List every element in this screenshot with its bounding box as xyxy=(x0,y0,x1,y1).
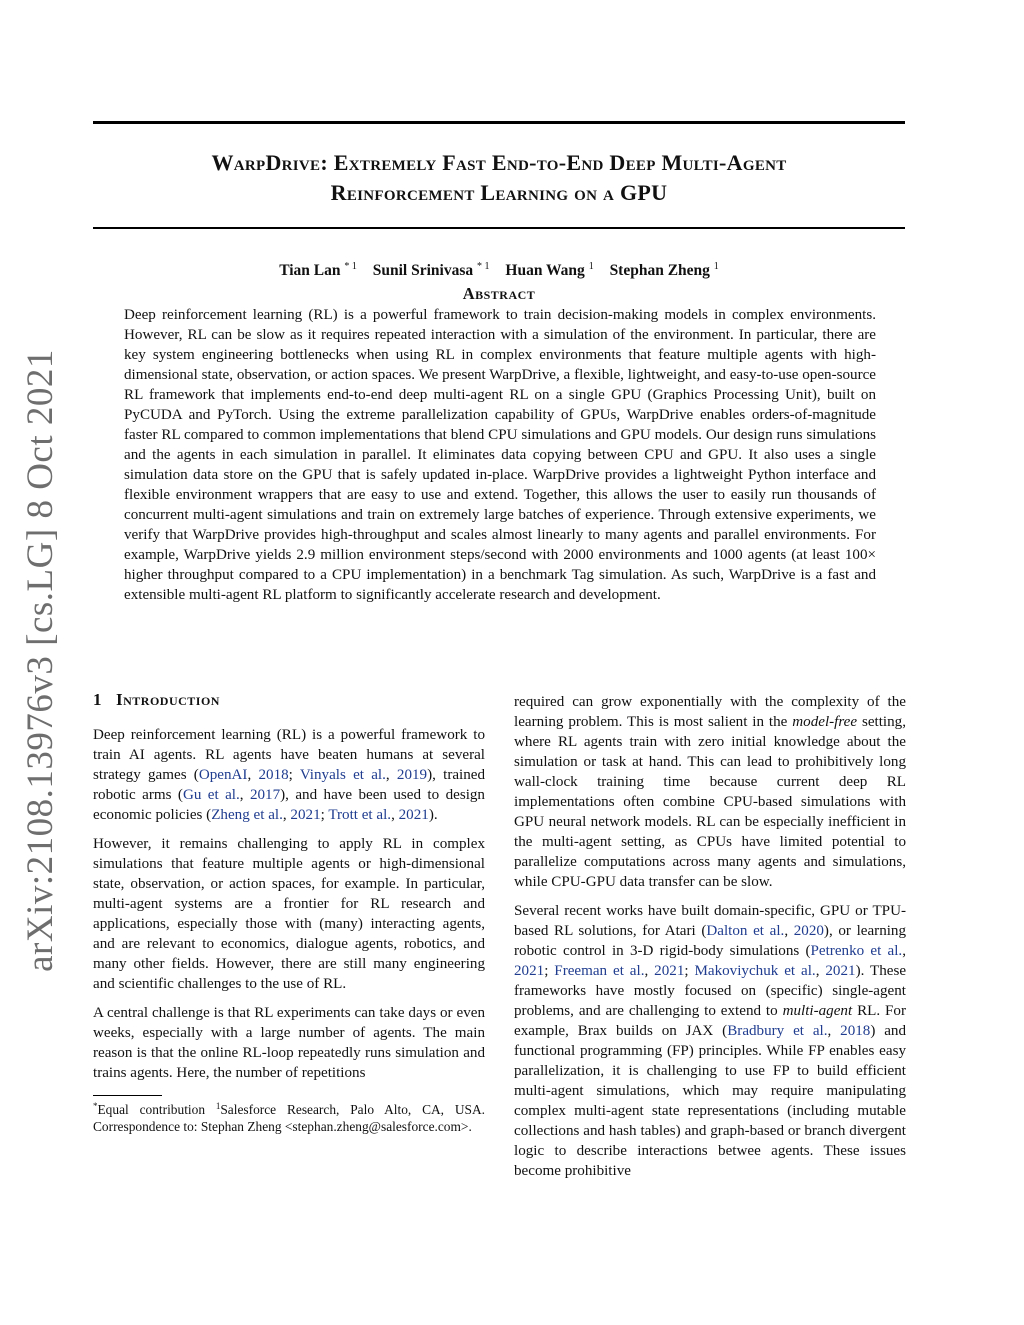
section-title: Introduction xyxy=(116,690,220,709)
paper-title xyxy=(93,148,905,208)
abstract-heading: Abstract xyxy=(462,284,536,303)
author: Stephan Zheng $^1$ xyxy=(609,261,719,279)
section-number: 1 xyxy=(93,690,102,709)
citation-link[interactable]: 2021 xyxy=(825,963,856,979)
citation-link[interactable]: Dalton et al. xyxy=(706,923,785,939)
citation-link[interactable]: 2017 xyxy=(249,787,281,803)
citation-link[interactable]: 2021 xyxy=(290,807,321,823)
author: Sunil Srinivasa $^{* 1}$ xyxy=(372,261,490,279)
footnote: *Equal contribution $^1$Salesforce Research, Palo Alto, CA, USA. Correspondence to: Stephan Zheng <stephan.zheng@salesforce.com>. xyxy=(93,1101,485,1134)
footnote-rule xyxy=(93,1095,162,1096)
citation-link[interactable]: Freeman et al. xyxy=(554,963,645,979)
citation-link[interactable]: 2019 xyxy=(396,767,428,783)
author: Tian Lan $^{* 1}$ xyxy=(279,261,357,279)
citation-link[interactable]: 2018 xyxy=(258,767,289,783)
title-line-1: WarpDrive: Extremely Fast End-to-End Deep Multi-Agent xyxy=(211,150,787,175)
citation-link[interactable]: 2021 xyxy=(398,807,429,823)
arxiv-identifier xyxy=(10,348,70,972)
intro-paragraph-5: Several recent works have built domain-specific, GPU or TPU-based RL solutions, for Atari (Dalton et al., 2020), or learning robotic control in 3-D rigid-body simulations (Petrenko et al., 2021; Freeman et al., 2021; Makoviychuk et al., 2021). These frameworks have mostly focused on (specific) single-agent problems, and are challenging to extend to multi-agent RL. For example, Brax builds on JAX (Bradbury et al., 2018) and functional programming (FP) principles. While FP enables easy parallelization, it is challenging to use FP to build efficient multi-agent simulations, which may require manipulating complex multi-agent state representations (including mutable collections and hash tables) and graph-based or branch divergent logic to describe interactions betwee agents. These issues become prohibitive xyxy=(514,903,907,1179)
intro-paragraph-1: Deep reinforcement learning (RL) is a powerful framework to train AI agents. RL agents have beaten humans at several strategy games (OpenAI, 2018; Vinyals et al., 2019), trained robotic arms (Gu et al., 2017), and have been used to design economic policies (Zheng et al., 2021; Trott et al., 2021). xyxy=(93,727,486,823)
intro-paragraph-4: required can grow exponentially with the complexity of the learning problem. This is most salient in the model-free setting, where RL agents train with zero initial knowledge about the simulation or task at hand. This can lead to prohibitively long wall-clock training time because current deep RL implementations often combine CPU-based simulations with GPU neural network models. RL can be especially inefficient in the multi-agent setting, as CPUs have limited potential to parallelize computations across many agents and simulations, while CPU-GPU data transfer can be slow. xyxy=(514,694,906,890)
title-line-2: Reinforcement Learning on a GPU xyxy=(330,180,668,205)
citation-link[interactable]: Gu et al. xyxy=(182,787,240,803)
citation-link[interactable]: 2021 xyxy=(514,963,545,979)
author: Huan Wang $^1$ xyxy=(505,261,594,279)
author-list xyxy=(93,261,905,280)
title-top-rule xyxy=(93,121,905,124)
citation-link[interactable]: Bradbury et al. xyxy=(727,1023,828,1039)
citation-link[interactable]: Trott et al. xyxy=(328,807,392,823)
section-heading xyxy=(93,690,220,710)
citation-link[interactable]: Vinyals et al. xyxy=(299,767,386,783)
abstract-body: Deep reinforcement learning (RL) is a powerful framework to train decision-making models in complex environments. However, RL can be slow as it requires repeated interaction with a simulation of the environment. In particular, there are key system engineering bottlenecks when using RL in complex environments that feature multiple agents with high-dimensional state, observation, or action spaces. We present WarpDrive, a flexible, lightweight, and easy-to-use open-source RL framework that implements end-to-end deep multi-agent RL on a single GPU (Graphics Processing Unit), built on PyCUDA and PyTorch. Using the extreme parallelization capability of GPUs, WarpDrive enables orders-of-magnitude faster RL compared to common implementations that blend CPU simulations and GPU models. Our design runs simulations and the agents in each simulation in parallel. It eliminates data copying between CPU and GPU. It also uses a single simulation data store on the GPU that is safely updated in-place. WarpDrive provides a lightweight Python interface and flexible environment wrappers that are easy to use and extend. Together, this allows the user to easily run thousands of concurrent multi-agent simulations and train on extremely large batches of experience. Through extensive experiments, we verify that WarpDrive provides high-throughput and scales almost linearly to many agents and parallel environments. For example, WarpDrive yields 2.9 million environment steps/second with 2000 environments and 1000 agents (at least 100× higher throughput compared to a CPU implementation) in a benchmark Tag simulation. As such, WarpDrive is a fast and extensible multi-agent RL platform to significantly accelerate research and development. xyxy=(124,307,876,603)
intro-paragraph-3: A central challenge is that RL experiments can take days or even weeks, especially with a large number of agents. The main reason is that the online RL-loop repeatedly runs simulation and trains agents. Here, the number of repetitions xyxy=(93,1005,485,1081)
intro-paragraph-2: However, it remains challenging to apply RL in complex simulations that feature multiple agents or high-dimensional state, observation, or action spaces, for example. In particular, multi-agent systems are a frontier for RL research and applications, especially those with (many) interacting agents, and are relevant to economics, dialogue agents, robotics, and many other fields. However, there are still many engineering and scientific challenges to the use of RL. xyxy=(93,836,485,992)
right-column xyxy=(514,692,906,1190)
left-column xyxy=(93,725,485,1092)
arxiv-identifier-text: arXiv:2108.13976v3 [cs.LG] 8 Oct 2021 xyxy=(19,348,61,972)
citation-link[interactable]: OpenAI xyxy=(198,767,248,783)
citation-link[interactable]: 2021 xyxy=(654,963,685,979)
title-bottom-rule xyxy=(93,227,905,229)
citation-link[interactable]: Petrenko et al. xyxy=(810,943,903,959)
citation-link[interactable]: Zheng et al. xyxy=(211,807,283,823)
citation-link[interactable]: 2020 xyxy=(793,923,824,939)
citation-link[interactable]: Makoviychuk et al. xyxy=(694,963,816,979)
citation-link[interactable]: 2018 xyxy=(840,1023,871,1039)
